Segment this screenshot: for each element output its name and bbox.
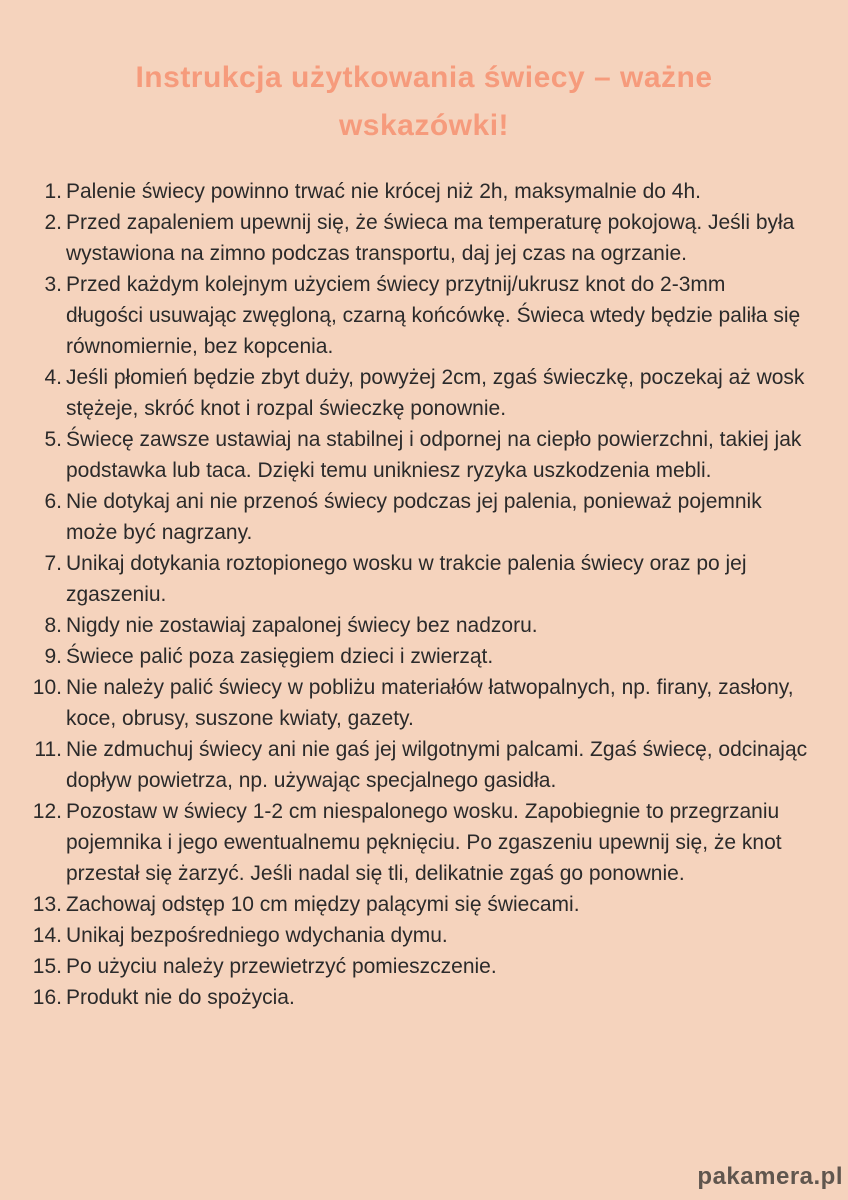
page-title bbox=[0, 0, 848, 150]
page-title-line-2: wskazówki! bbox=[338, 109, 510, 142]
instruction-item: Nigdy nie zostawiaj zapalonej świecy bez nadzoru. bbox=[66, 614, 538, 637]
instruction-item: Produkt nie do spożycia. bbox=[66, 986, 295, 1009]
instruction-item: Unikaj dotykania roztopionego wosku w trakcie palenia świecy oraz po jej zgaszeniu. bbox=[66, 552, 747, 606]
instruction-item: Jeśli płomień będzie zbyt duży, powyżej 2cm, zgaś świeczkę, poczekaj aż wosk stężeje, skróć knot i rozpal świeczkę ponownie. bbox=[66, 366, 805, 420]
instruction-item: Nie zdmuchuj świecy ani nie gaś jej wilgotnymi palcami. Zgaś świecę, odcinając dopływ powietrza, np. używając specjalnego gasidła. bbox=[66, 738, 808, 792]
instructions-list bbox=[0, 176, 848, 1013]
instruction-item: Przed każdym kolejnym użyciem świecy przytnij/ukrusz knot do 2-3mm długości usuwając zwęgloną, czarną końcówkę. Świeca wtedy będzie paliła się równomiernie, bez kopcenia. bbox=[66, 273, 801, 358]
instruction-item: Unikaj bezpośredniego wdychania dymu. bbox=[66, 924, 448, 947]
watermark-logo: pakamera.pl bbox=[697, 1163, 843, 1190]
instruction-item: Świece palić poza zasięgiem dzieci i zwierząt. bbox=[66, 645, 494, 668]
instruction-item: Nie dotykaj ani nie przenoś świecy podczas jej palenia, ponieważ pojemnik może być nagrzany. bbox=[66, 490, 762, 544]
instruction-item: Świecę zawsze ustawiaj na stabilnej i odpornej na ciepło powierzchni, takiej jak podstawka lub taca. Dzięki temu unikniesz ryzyka uszkodzenia mebli. bbox=[66, 428, 802, 482]
instruction-item: Po użyciu należy przewietrzyć pomieszczenie. bbox=[66, 955, 497, 978]
instruction-item: Zachowaj odstęp 10 cm między palącymi się świecami. bbox=[66, 893, 580, 916]
instruction-item: Pozostaw w świecy 1-2 cm niespalonego wosku. Zapobiegnie to przegrzaniu pojemnika i jego ewentualnemu pęknięciu. Po zgaszeniu upewnij się, że knot przestał się żarzyć. Jeśli nadal się tli, delikatnie zgaś go ponownie. bbox=[66, 800, 782, 885]
instruction-item: Przed zapaleniem upewnij się, że świeca ma temperaturę pokojową. Jeśli była wystawiona na zimno podczas transportu, daj jej czas na ogrzanie. bbox=[66, 211, 795, 265]
page-title-line-1: Instrukcja użytkowania świecy – ważne bbox=[135, 61, 713, 94]
instruction-item: Palenie świecy powinno trwać nie krócej niż 2h, maksymalnie do 4h. bbox=[66, 180, 701, 203]
instruction-item: Nie należy palić świecy w pobliżu materiałów łatwopalnych, np. firany, zasłony, koce, obrusy, suszone kwiaty, gazety. bbox=[66, 676, 794, 730]
